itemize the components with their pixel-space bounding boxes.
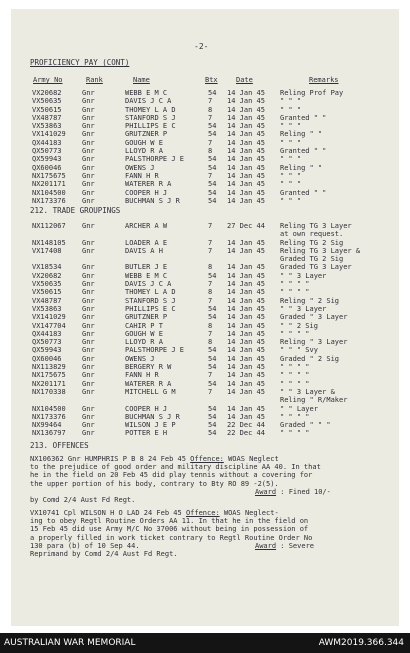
remarks-cell: Granted " " [280,113,327,122]
offence-line: to the prejudice of good order and military discipline AA 40. In that [30,463,321,472]
name-cell: BUTLER J E [125,263,168,272]
remarks-cell: " " " " [280,363,310,372]
date-cell: 27 Dec 44 [227,222,265,230]
army-no-cell: VX141029 [32,130,66,139]
army-no-cell: QX50773 [32,338,62,347]
date-cell: 14 Jan 45 [227,404,265,413]
date-cell: 14 Jan 45 [227,113,265,122]
name-cell: DAVIS J C A [125,280,172,289]
btx-cell: 54 [208,196,217,205]
date-cell: 14 Jan 45 [227,371,265,380]
remarks-cell: Graded TG 3 Layer [280,263,352,272]
table-row [32,89,397,97]
btx-cell: 54 [208,429,217,438]
btx-cell: 7 [208,222,213,230]
table-row [32,255,397,263]
date-cell: 22 Dec 44 [227,421,265,430]
name-cell: LLOYD R A [125,147,163,156]
page-number: -2- [194,42,209,51]
rank-cell: Gnr [82,354,95,363]
offence-line: a properly filled in work ticket contrary to Regtl Routine Order No [30,533,313,542]
table-row [32,197,397,205]
name-cell: WEBB E M C [125,271,168,280]
remarks-cell: " " " [280,138,302,147]
btx-cell: 7 [208,171,213,180]
army-no-cell: VX17408 [32,246,62,255]
rank-cell: Gnr [82,271,95,280]
date-cell: 14 Jan 45 [227,354,265,363]
table-row [32,239,397,247]
army-no-cell: VX18534 [32,263,62,272]
btx-cell: 54 [208,421,217,430]
table-row [32,222,397,230]
archive-footer [0,633,410,653]
rank-cell: Gnr [82,130,95,139]
btx-cell: 54 [208,412,217,421]
btx-cell: 54 [208,122,217,131]
remarks-cell: Graded " " " [280,421,331,430]
remarks-cell: " " " " [280,329,310,338]
table-row [32,371,397,379]
remarks-cell: " " " [280,122,302,131]
name-cell: GRUTZNER P [125,313,168,322]
name-cell: GRUTZNER P [125,130,168,139]
remarks-cell: Reling " R/Maker [280,396,348,405]
btx-cell: 7 [208,296,213,305]
date-cell: 14 Jan 45 [227,196,265,205]
table-row [32,97,397,105]
name-cell: BUCHMAN S J R [125,196,180,205]
army-no-cell: NX113829 [32,363,66,372]
name-cell: GOUGH W E [125,138,163,147]
remarks-cell: Graded TG 2 Sig [280,255,344,264]
offence-award: Award : Fined 10/- [255,487,331,496]
name-cell: STANFORD S J [125,296,176,305]
name-cell: OWENS J [125,354,155,363]
army-no-cell: VX50635 [32,280,62,289]
date-cell: 14 Jan 45 [227,387,265,396]
table-row [32,380,397,388]
remarks-cell: Reling " " [280,130,323,139]
rank-cell: Gnr [82,363,95,372]
date-cell: 14 Jan 45 [227,271,265,280]
table-row [32,114,397,122]
date-cell: 14 Jan 45 [227,130,265,139]
remarks-cell: " " 3 Layer [280,304,327,313]
table-row [32,421,397,429]
name-cell: DAVIS A H [125,246,163,255]
remarks-cell: " " " [280,155,302,164]
btx-cell: 54 [208,155,217,164]
rank-cell: Gnr [82,288,95,297]
date-cell: 14 Jan 45 [227,263,265,272]
remarks-cell: Graded " 2 Sig [280,354,340,363]
offence-line: 130 para (b) of 10 Sep 44. [30,541,140,550]
date-cell: 14 Jan 45 [227,313,265,322]
table-row [32,230,397,238]
offence-line: NX106362 Gnr HUMPHRIS P B 8 24 Feb 45 Offence: WOAS Neglect [30,455,279,463]
rank-cell: Gnr [82,238,95,247]
offence-authority: Reprimand by Comd 2/4 Aust Fd Regt. [30,550,178,559]
btx-cell: 8 [208,338,213,347]
army-no-cell: NX175675 [32,171,66,180]
remarks-cell: Reling Prof Pay [280,89,344,97]
table-row [32,346,397,354]
name-cell: THOMEY L A D [125,288,176,297]
section-title-offences: 213. OFFENCES [30,441,89,450]
remarks-cell: " " " " [280,412,310,421]
name-cell: BUCHMAN S J R [125,412,180,421]
name-cell: LLOYD R A [125,338,163,347]
remarks-cell: " " " " [280,371,310,380]
offence-line: VX10741 Cpl WILSON H O LAD 24 Feb 45 Offence: WOAS Neglect- [30,509,279,517]
rank-cell: Gnr [82,113,95,122]
name-cell: FANN H R [125,171,159,180]
remarks-cell: Granted " " [280,188,327,197]
remarks-cell: " " " [280,171,302,180]
column-header-army-no: Army No [33,76,63,84]
column-header-btx: Btx [205,76,218,84]
name-cell: PHILLIPS E C [125,304,176,313]
name-cell: MITCHELL G M [125,387,176,396]
date-cell: 14 Jan 45 [227,338,265,347]
btx-cell: 54 [208,304,217,313]
rank-cell: Gnr [82,346,95,355]
table-row [32,106,397,114]
date-cell: 22 Dec 44 [227,429,265,438]
table-row [32,122,397,130]
name-cell: WILSON J E P [125,421,176,430]
army-no-cell: VX50615 [32,288,62,297]
document-page [11,9,399,626]
army-no-cell: NX201171 [32,180,66,189]
table-row [32,247,397,255]
date-cell: 14 Jan 45 [227,412,265,421]
btx-cell: 7 [208,246,213,255]
date-cell: 14 Jan 45 [227,280,265,289]
army-no-cell: QX50773 [32,147,62,156]
table-row [32,330,397,338]
rank-cell: Gnr [82,97,95,106]
table-row [32,322,397,330]
btx-cell: 54 [208,354,217,363]
date-cell: 14 Jan 45 [227,155,265,164]
remarks-cell: " " Layer [280,404,318,413]
btx-cell: 54 [208,271,217,280]
btx-cell: 54 [208,180,217,189]
remarks-cell: Reling " " [280,163,323,172]
offence-authority: by Comd 2/4 Aust Fd Regt. [30,496,136,505]
name-cell: BERGERY R W [125,363,172,372]
date-cell: 14 Jan 45 [227,346,265,355]
table-row [32,305,397,313]
rank-cell: Gnr [82,138,95,147]
remarks-cell: " " " " [280,280,310,289]
army-no-cell: VX50635 [32,97,62,106]
column-header-rank: Rank [86,76,103,84]
column-header-name: Name [133,76,150,84]
btx-cell: 7 [208,280,213,289]
name-cell: POTTER E H [125,429,168,438]
name-cell: WATERER R A [125,180,172,189]
table-row [32,172,397,180]
army-no-cell: QX44183 [32,329,62,338]
remarks-cell: " " " " [280,379,310,388]
section-title-proficiency-pay: PROFICIENCY PAY (CONT) [30,58,130,67]
remarks-cell: at own request. [280,230,344,239]
army-no-cell: VX48787 [32,296,62,305]
rank-cell: Gnr [82,105,95,114]
army-no-cell: QX44183 [32,138,62,147]
rank-cell: Gnr [82,163,95,172]
remarks-cell: " " " [280,105,302,114]
btx-cell: 7 [208,97,213,106]
table-row [32,338,397,346]
btx-cell: 7 [208,387,213,396]
army-no-cell: NX112067 [32,222,66,230]
rank-cell: Gnr [82,296,95,305]
table-row [32,164,397,172]
remarks-cell: " " " " [280,429,310,438]
name-cell: WATERER R A [125,379,172,388]
date-cell: 14 Jan 45 [227,89,265,97]
footer-institution: AUSTRALIAN WAR MEMORIAL [4,638,136,648]
name-cell: PHILLIPS E C [125,122,176,131]
offence-line: ing to obey Regtl Routine Orders AA 11. In that he in the field on [30,517,309,526]
rank-cell: Gnr [82,338,95,347]
table-row [32,180,397,188]
army-no-cell: NX148105 [32,238,66,247]
remarks-cell: Granted " " [280,147,327,156]
rank-cell: Gnr [82,313,95,322]
name-cell: PALSTHORPE J E [125,155,185,164]
remarks-cell: " " " " [280,288,310,297]
army-no-cell: NX173376 [32,412,66,421]
date-cell: 14 Jan 45 [227,246,265,255]
remarks-cell: Reling TG 3 Layer & [280,246,361,255]
btx-cell: 54 [208,379,217,388]
trade-groupings-table [32,222,397,438]
name-cell: LOADER A E [125,238,168,247]
remarks-cell: Reling TG 3 Layer [280,222,352,230]
army-no-cell: NX99464 [32,421,62,430]
table-row [32,155,397,163]
rank-cell: Gnr [82,412,95,421]
rank-cell: Gnr [82,429,95,438]
section-title-trade-groupings: 212. TRADE GROUPINGS [30,206,121,215]
column-header-date: Date [236,76,253,84]
rank-cell: Gnr [82,329,95,338]
remarks-cell: " " 3 Layer [280,271,327,280]
btx-cell: 54 [208,404,217,413]
army-no-cell: VX53863 [32,122,62,131]
name-cell: CAHIR P T [125,321,163,330]
remarks-cell: " " 2 Sig [280,321,318,330]
offence-entry-humphris [30,455,382,504]
army-no-cell: NX136797 [32,429,66,438]
offence-entry-wilson [30,509,382,558]
btx-cell: 54 [208,130,217,139]
army-no-cell: VX53863 [32,304,62,313]
btx-cell: 7 [208,238,213,247]
offence-award: Award : Severe [255,541,315,550]
table-row [32,263,397,271]
remarks-cell: " " " [280,97,302,106]
btx-cell: 54 [208,313,217,322]
offence-line: the upper portion of his body, contrary to Bty RO 89 -2(5). [30,479,279,488]
btx-cell: 54 [208,89,217,97]
rank-cell: Gnr [82,379,95,388]
army-no-cell: NX175675 [32,371,66,380]
date-cell: 14 Jan 45 [227,171,265,180]
name-cell: ARCHER A W [125,222,168,230]
date-cell: 14 Jan 45 [227,122,265,131]
proficiency-pay-table [32,89,397,205]
table-row [32,189,397,197]
name-cell: GOUGH W E [125,329,163,338]
remarks-cell: " " " [280,196,302,205]
date-cell: 14 Jan 45 [227,296,265,305]
date-cell: 14 Jan 45 [227,363,265,372]
name-cell: STANFORD S J [125,113,176,122]
rank-cell: Gnr [82,321,95,330]
table-row [32,139,397,147]
army-no-cell: VX20682 [32,89,62,97]
table-row [32,272,397,280]
rank-cell: Gnr [82,155,95,164]
rank-cell: Gnr [82,188,95,197]
army-no-cell: QX60046 [32,163,62,172]
btx-cell: 54 [208,363,217,372]
army-no-cell: VX48787 [32,113,62,122]
table-row [32,388,397,396]
remarks-cell: Reling " 2 Sig [280,296,340,305]
rank-cell: Gnr [82,404,95,413]
date-cell: 14 Jan 45 [227,105,265,114]
name-cell: FANN H R [125,371,159,380]
btx-cell: 54 [208,188,217,197]
name-cell: WEBB E M C [125,89,168,97]
name-cell: COOPER H J [125,404,168,413]
rank-cell: Gnr [82,89,95,97]
btx-cell: 54 [208,346,217,355]
table-row [32,429,397,437]
btx-cell: 8 [208,147,213,156]
date-cell: 14 Jan 45 [227,321,265,330]
remarks-cell: " " " [280,180,302,189]
army-no-cell: VX147704 [32,321,66,330]
army-no-cell: NX170338 [32,387,66,396]
date-cell: 14 Jan 45 [227,180,265,189]
rank-cell: Gnr [82,196,95,205]
rank-cell: Gnr [82,304,95,313]
table-row [32,313,397,321]
remarks-cell: Reling " 3 Layer [280,338,348,347]
army-no-cell: NX201171 [32,379,66,388]
table-row [32,405,397,413]
date-cell: 14 Jan 45 [227,163,265,172]
date-cell: 14 Jan 45 [227,138,265,147]
rank-cell: Gnr [82,263,95,272]
rank-cell: Gnr [82,246,95,255]
rank-cell: Gnr [82,122,95,131]
army-no-cell: VX20682 [32,271,62,280]
column-headers [33,76,393,86]
rank-cell: Gnr [82,421,95,430]
offence-line: he in the field on 20 Feb 45 did play tennis without a covering for [30,471,313,480]
name-cell: COOPER H J [125,188,168,197]
name-cell: THOMEY L A D [125,105,176,114]
date-cell: 14 Jan 45 [227,238,265,247]
date-cell: 14 Jan 45 [227,379,265,388]
army-no-cell: QX59943 [32,155,62,164]
btx-cell: 7 [208,113,213,122]
date-cell: 14 Jan 45 [227,97,265,106]
rank-cell: Gnr [82,171,95,180]
date-cell: 14 Jan 45 [227,147,265,156]
table-row [32,413,397,421]
btx-cell: 7 [208,138,213,147]
btx-cell: 7 [208,371,213,380]
army-no-cell: QX60046 [32,354,62,363]
rank-cell: Gnr [82,387,95,396]
army-no-cell: QX59943 [32,346,62,355]
column-header-remarks: Remarks [309,76,339,84]
btx-cell: 54 [208,163,217,172]
remarks-cell: " " " Svy [280,346,318,355]
table-row [32,363,397,371]
btx-cell: 7 [208,329,213,338]
table-row [32,297,397,305]
btx-cell: 8 [208,288,213,297]
rank-cell: Gnr [82,147,95,156]
footer-reference-number: AWM2019.366.344 [318,638,404,648]
name-cell: OWENS J [125,163,155,172]
army-no-cell: NX104500 [32,188,66,197]
date-cell: 14 Jan 45 [227,304,265,313]
table-row [32,288,397,296]
army-no-cell: VX141029 [32,313,66,322]
army-no-cell: VX50615 [32,105,62,114]
table-row [32,130,397,138]
remarks-cell: Graded " 3 Layer [280,313,348,322]
btx-cell: 8 [208,321,213,330]
btx-cell: 8 [208,263,213,272]
name-cell: DAVIS J C A [125,97,172,106]
offence-line: 15 Feb 45 did use Army M/C No 37006 without being in possession of [30,525,309,534]
rank-cell: Gnr [82,180,95,189]
rank-cell: Gnr [82,371,95,380]
rank-cell: Gnr [82,222,95,230]
table-row [32,147,397,155]
rank-cell: Gnr [82,280,95,289]
remarks-cell: Reling TG 2 Sig [280,238,344,247]
army-no-cell: NX173376 [32,196,66,205]
table-row [32,355,397,363]
btx-cell: 8 [208,105,213,114]
army-no-cell: NX104500 [32,404,66,413]
table-row [32,396,397,404]
date-cell: 14 Jan 45 [227,288,265,297]
remarks-cell: " " 3 Layer & [280,387,335,396]
date-cell: 14 Jan 45 [227,188,265,197]
date-cell: 14 Jan 45 [227,329,265,338]
table-row [32,280,397,288]
name-cell: PALSTHORPE J E [125,346,185,355]
